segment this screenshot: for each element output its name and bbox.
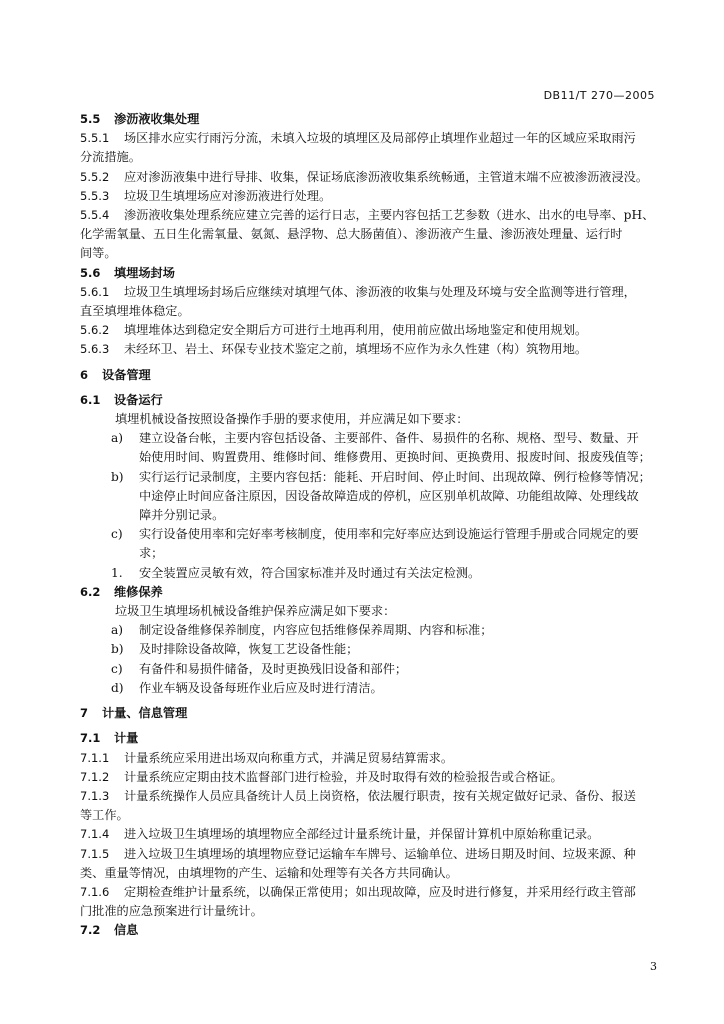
clause-number: 5.6.1 [80,284,110,299]
chapter-heading-7 [80,704,656,723]
clause-number: 5.5.4 [80,208,110,223]
clause-text: 进入垃圾卫生填埋场的填埋物应登记运输车车牌号、运输单位、进场日期及时间、垃圾来源、种 [124,846,636,861]
clause-5-5-4 [80,206,656,225]
list-item-b [80,640,656,659]
clause-7-1-5 [80,845,656,864]
clause-text: 定期检查维护计量系统，以确保正常使用；如出现故障，应及时进行修复，并采用经行政主管部 [124,884,636,899]
list-item-text: 实行运行记录制度，主要内容包括：能耗、开启时间、停止时间、出现故障、例行检修等情况； [139,469,651,484]
list-item-d [80,564,656,583]
list-item-a-cont: 始使用时间、购置费用、维修时间、维修费用、更换时间、更换费用、报废时间、报废残值等； [139,450,651,465]
clause-text: 计量系统应定期由技术监督部门进行检验，并及时取得有效的检验报告或合格证。 [124,769,563,784]
clause-5-5-2 [80,168,656,187]
clause-text: 进入垃圾卫生填埋场的填埋物应全部经过计量系统计量，并保留计算机中原始称重记录。 [124,827,600,842]
section-intro: 填埋机械设备按照设备操作手册的要求使用，并应满足如下要求： [115,412,469,427]
clause-text: 填埋堆体达到稳定安全期后方可进行土地再利用，使用前应做出场地鉴定和使用规划。 [124,323,588,338]
list-item-a [80,429,656,448]
list-item-text: 有备件和易损件储备，及时更换残旧设备和部件； [139,661,408,676]
clause-number: 5.5.2 [80,169,110,184]
chapter-number: 6 [80,367,89,382]
clause-5-5-1 [80,129,656,148]
clause-text: 场区排水应实行雨污分流，未填入垃圾的填埋区及局部停止填埋作业超过一年的区域应采取雨污 [124,131,636,146]
section-number: 6.2 [80,584,101,599]
list-item-text: 及时排除设备故障，恢复工艺设备性能； [139,642,359,657]
section-heading-7-1 [80,729,656,748]
clause-5-5-4-cont: 间等。 [80,246,117,261]
section-heading-6-1 [80,391,656,410]
section-number: 5.6 [80,265,101,280]
list-item-text: 安全装置应灵敏有效，符合国家标准并及时通过有关法定检测。 [139,565,481,580]
clause-5-6-1 [80,283,656,302]
chapter-title: 计量、信息管理 [102,706,188,721]
list-marker: a) [111,431,124,446]
list-item-text: 建立设备台帐，主要内容包括设备、主要部件、备件、易损件的名称、规格、型号、数量、开 [139,431,639,446]
section-title: 维修保养 [114,584,163,599]
section-heading-5-6 [80,264,656,283]
clause-number: 5.5.3 [80,188,110,203]
clause-7-1-3-cont: 等工作。 [80,808,129,823]
section-number: 5.5 [80,112,101,126]
list-item-a [80,621,656,640]
clause-number: 7.1.4 [80,827,110,842]
section-title: 渗沥液收集处理 [114,112,200,126]
clause-7-1-3 [80,787,656,806]
section-intro: 垃圾卫生填埋场机械设备维护保养应满足如下要求： [115,604,396,619]
clause-text: 应对渗沥液集中进行导排、收集，保证场底渗沥液收集系统畅通，主管道末端不应被渗沥液浸没。 [124,169,649,184]
list-item-c [80,525,656,544]
page-number: 3 [650,960,657,973]
clause-5-6-3 [80,340,656,359]
list-item-b-cont: 中途停止时间应备注原因，因设备故障造成的停机，应区别单机故障、功能组故障、处理线故 [139,488,639,503]
list-marker: c) [111,527,123,542]
list-item-b-cont: 障并分别记录。 [139,508,225,523]
document-code: DB11/T 270—2005 [543,89,655,102]
clause-text: 未经环卫、岩土、环保专业技术鉴定之前，填埋场不应作为永久性建（构）筑物用地。 [124,342,588,357]
clause-number: 7.1.6 [80,884,110,899]
list-marker: b) [111,642,124,657]
clause-7-1-2 [80,768,656,787]
section-heading-7-2 [80,921,656,940]
list-item-text: 制定设备维修保养制度，内容应包括维修保养周期、内容和标准； [139,623,493,638]
list-item-c [80,660,656,679]
list-item-b [80,468,656,487]
list-marker: a) [111,623,124,638]
clause-5-6-1-cont: 直至填埋堆体稳定。 [80,304,190,319]
section-number: 7.2 [80,923,101,938]
section-title: 计量 [114,731,139,746]
clause-number: 5.5.1 [80,131,110,146]
list-item-text: 作业车辆及设备每班作业后应及时进行清洁。 [139,680,383,695]
clause-number: 7.1.3 [80,788,110,803]
list-item-c-cont: 求； [139,546,164,561]
clause-text: 计量系统操作人员应具备统计人员上岗资格，依法履行职责，按有关规定做好记录、备份、报送 [124,788,636,803]
section-number: 6.1 [80,392,101,407]
clause-7-1-6-cont: 门批准的应急预案进行计量统计。 [80,904,263,919]
clause-number: 7.1.1 [80,750,110,765]
clause-7-1-1 [80,749,656,768]
chapter-heading-6 [80,366,656,385]
section-title: 填埋场封场 [114,265,175,280]
clause-text: 垃圾卫生填埋场封场后应继续对填埋气体、渗沥液的收集与处理及环境与安全监测等进行管理， [124,284,636,299]
clause-text: 垃圾卫生填埋场应对渗沥液进行处理。 [124,188,332,203]
page-content [80,110,656,941]
list-marker: b) [111,469,124,484]
section-heading-5-5 [80,110,656,129]
clause-text: 渗沥液收集处理系统应建立完善的运行日志，主要内容包括工艺参数（进水、出水的电导率、pH、 [124,208,655,223]
clause-7-1-5-cont: 类、重量等情况，由填埋物的产生、运输和处理等有关各方共同确认。 [80,865,458,880]
list-marker: 1. [111,565,123,580]
clause-5-5-4-cont: 化学需氧量、五日生化需氧量、氨氮、悬浮物、总大肠菌值）、渗沥液产生量、渗沥液处理量、运行时 [80,227,623,242]
chapter-number: 7 [80,706,89,721]
list-item-text: 实行设备使用率和完好率考核制度，使用率和完好率应达到设施运行管理手册或合同规定的要 [139,527,639,542]
section-heading-6-2 [80,583,656,602]
clause-number: 5.6.3 [80,342,110,357]
clause-7-1-4 [80,825,656,844]
list-marker: d) [111,680,124,695]
clause-number: 7.1.5 [80,846,110,861]
clause-5-5-3 [80,187,656,206]
list-item-d [80,679,656,698]
list-marker: c) [111,661,123,676]
clause-number: 7.1.2 [80,769,110,784]
section-number: 7.1 [80,731,101,746]
clause-number: 5.6.2 [80,323,110,338]
section-title: 设备运行 [114,392,163,407]
clause-5-6-2 [80,321,656,340]
chapter-title: 设备管理 [102,367,151,382]
clause-7-1-6 [80,883,656,902]
clause-text: 计量系统应采用进出场双向称重方式，并满足贸易结算需求。 [124,750,454,765]
section-title: 信息 [114,923,139,938]
clause-5-5-1-cont: 分流措施。 [80,150,141,165]
